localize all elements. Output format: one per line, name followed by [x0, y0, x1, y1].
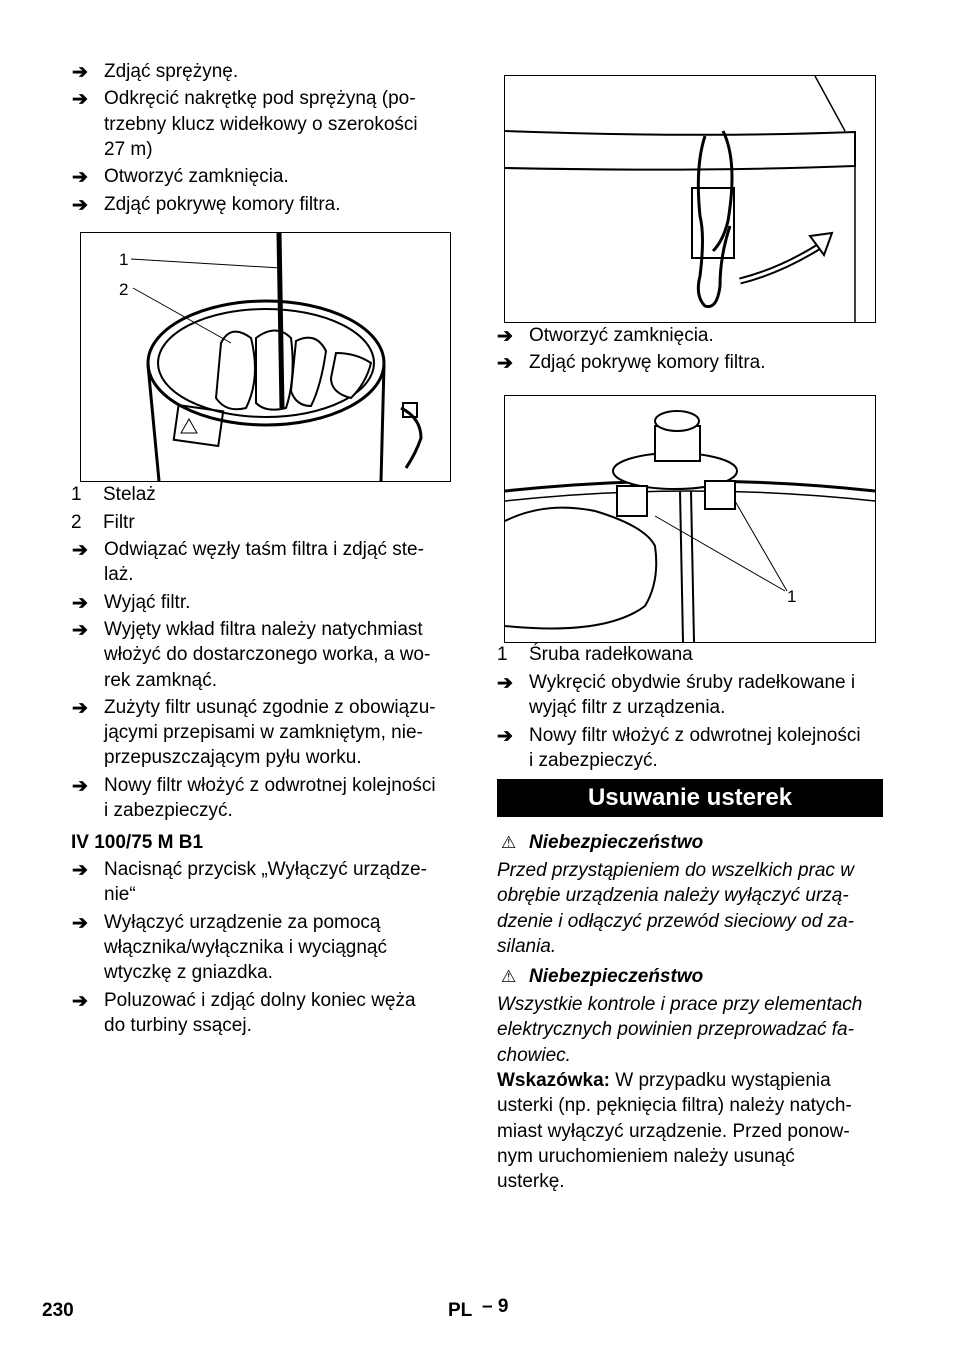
text-line: Wszystkie kontrole i prace przy elementach: [497, 994, 863, 1015]
step-text-line: trzebny klucz widełkowy o szerokości: [104, 113, 418, 135]
arrow-right-icon: ➔: [72, 592, 88, 614]
step-text-line: Zdjąć sprężynę.: [104, 61, 239, 82]
text-line: elektrycznych powinien przeprowadzać fa-: [497, 1019, 854, 1041]
step-text-line: wyjąć filtr z urządzenia.: [529, 697, 726, 719]
arrow-right-icon: ➔: [72, 194, 88, 216]
step-text-line: nie“: [104, 884, 136, 906]
text-line: chowiec.: [497, 1044, 571, 1066]
note-text-line: miast wyłączyć urządzenie. Przed ponow-: [497, 1120, 850, 1142]
arrow-right-icon: ➔: [72, 775, 88, 797]
arrow-right-icon: ➔: [72, 697, 88, 719]
arrow-right-icon: ➔: [72, 62, 88, 83]
section-page: – 9: [482, 1296, 509, 1317]
step-text-line: laż.: [104, 564, 134, 586]
step-text-line: Nowy filtr włożyć z odwrotnej kolejności: [104, 774, 436, 796]
note-text-line: W przypadku wystąpienia: [609, 1070, 831, 1091]
arrow-right-icon: ➔: [72, 860, 88, 881]
step-text-line: Wykręcić obydwie śruby radełkowane i: [529, 672, 856, 693]
section-title: Usuwanie usterek: [497, 779, 883, 817]
subheading: IV 100/75 M B1: [71, 832, 204, 853]
fig1-label-2: 2: [119, 280, 129, 299]
step-text-line: Zużyty filtr usunąć zgodnie z obowiązu-: [104, 696, 436, 718]
fig1-label-1: 1: [119, 250, 129, 269]
knurled-screws-illustration: [505, 396, 875, 642]
legend-num: 1: [71, 484, 82, 505]
arrow-right-icon: ➔: [72, 912, 88, 934]
page-number: 230: [42, 1300, 74, 1321]
figure-latch: [504, 75, 876, 323]
step-text-line: rek zamknąć.: [104, 669, 217, 691]
arrow-right-icon: ➔: [72, 619, 88, 641]
arrow-right-icon: ➔: [497, 353, 513, 375]
text-line: dzenie i odłączyć przewód sieciowy od za-: [497, 910, 854, 932]
figure-filter-frame: [80, 232, 451, 482]
step-text-line: Odwiązać węzły taśm filtra i zdjąć ste-: [104, 539, 424, 560]
step-text-line: do turbiny ssącej.: [104, 1014, 252, 1036]
legend-text: Filtr: [103, 512, 135, 533]
danger-1-title: Niebezpieczeństwo: [529, 832, 704, 853]
step-text-line: przepuszczającym pyłu worku.: [104, 747, 362, 769]
legend-num: 2: [71, 512, 82, 533]
text-line: obrębie urządzenia należy wyłączyć urzą-: [497, 885, 849, 907]
note-text-line: usterki (np. pęknięcia filtra) należy natych-: [497, 1095, 852, 1117]
warning-triangle-icon: ⚠: [501, 833, 517, 852]
arrow-right-icon: ➔: [72, 167, 88, 189]
warning-triangle-icon: ⚠: [501, 967, 517, 986]
arrow-right-icon: ➔: [72, 89, 88, 111]
step-text-line: Zdjąć pokrywę komory filtra.: [104, 193, 341, 215]
step-text-line: Wyłączyć urządzenie za pomocą: [104, 911, 381, 933]
arrow-right-icon: ➔: [72, 990, 88, 1012]
note-text-line: usterkę.: [497, 1171, 565, 1193]
arrow-right-icon: ➔: [497, 326, 513, 347]
legend-num: 1: [497, 644, 508, 665]
figure-knurled-screws: [504, 395, 876, 643]
legend-text: Stelaż: [103, 484, 156, 505]
step-text-line: wtyczkę z gniazdka.: [104, 962, 273, 984]
step-text-line: włącznika/wyłącznika i wyciągnąć: [104, 936, 387, 958]
step-text-line: Poluzować i zdjąć dolny koniec węża: [104, 989, 416, 1011]
fig3-label-1: 1: [787, 587, 797, 606]
text-line: Przed przystąpieniem do wszelkich prac w: [497, 860, 854, 881]
step-text-line: Odkręcić nakrętkę pod sprężyną (po-: [104, 88, 416, 110]
step-text-line: włożyć do dostarczonego worka, a wo-: [104, 644, 431, 666]
arrow-right-icon: ➔: [72, 540, 88, 561]
legend-text: Śruba radełkowana: [529, 644, 693, 665]
text-line: silania.: [497, 935, 557, 957]
arrow-right-icon: ➔: [497, 673, 513, 694]
step-text-line: Otworzyć zamknięcia.: [529, 325, 714, 346]
step-text-line: Nacisnąć przycisk „Wyłączyć urządze-: [104, 859, 427, 880]
note-label: Wskazówka:: [497, 1070, 610, 1091]
step-text-line: Otworzyć zamknięcia.: [104, 166, 289, 188]
language-code: PL: [448, 1300, 473, 1321]
step-text-line: Nowy filtr włożyć z odwrotnej kolejności: [529, 724, 861, 746]
danger-2-title: Niebezpieczeństwo: [529, 966, 704, 987]
step-text-line: Wyjąć filtr.: [104, 591, 191, 613]
filter-frame-illustration: [81, 233, 450, 481]
step-text-line: i zabezpieczyć.: [104, 800, 233, 821]
arrow-right-icon: ➔: [497, 725, 513, 747]
step-text-line: 27 m): [104, 138, 153, 160]
step-text-line: Wyjęty wkład filtra należy natychmiast: [104, 618, 423, 640]
step-text-line: jącymi przepisami w zamkniętym, nie-: [104, 722, 423, 744]
note-text-line: nym uruchomieniem należy usunąć: [497, 1145, 795, 1167]
latch-illustration: [505, 76, 875, 322]
note-first-line: [497, 1068, 831, 1093]
step-text-line: i zabezpieczyć.: [529, 749, 658, 771]
step-text-line: Zdjąć pokrywę komory filtra.: [529, 352, 766, 374]
